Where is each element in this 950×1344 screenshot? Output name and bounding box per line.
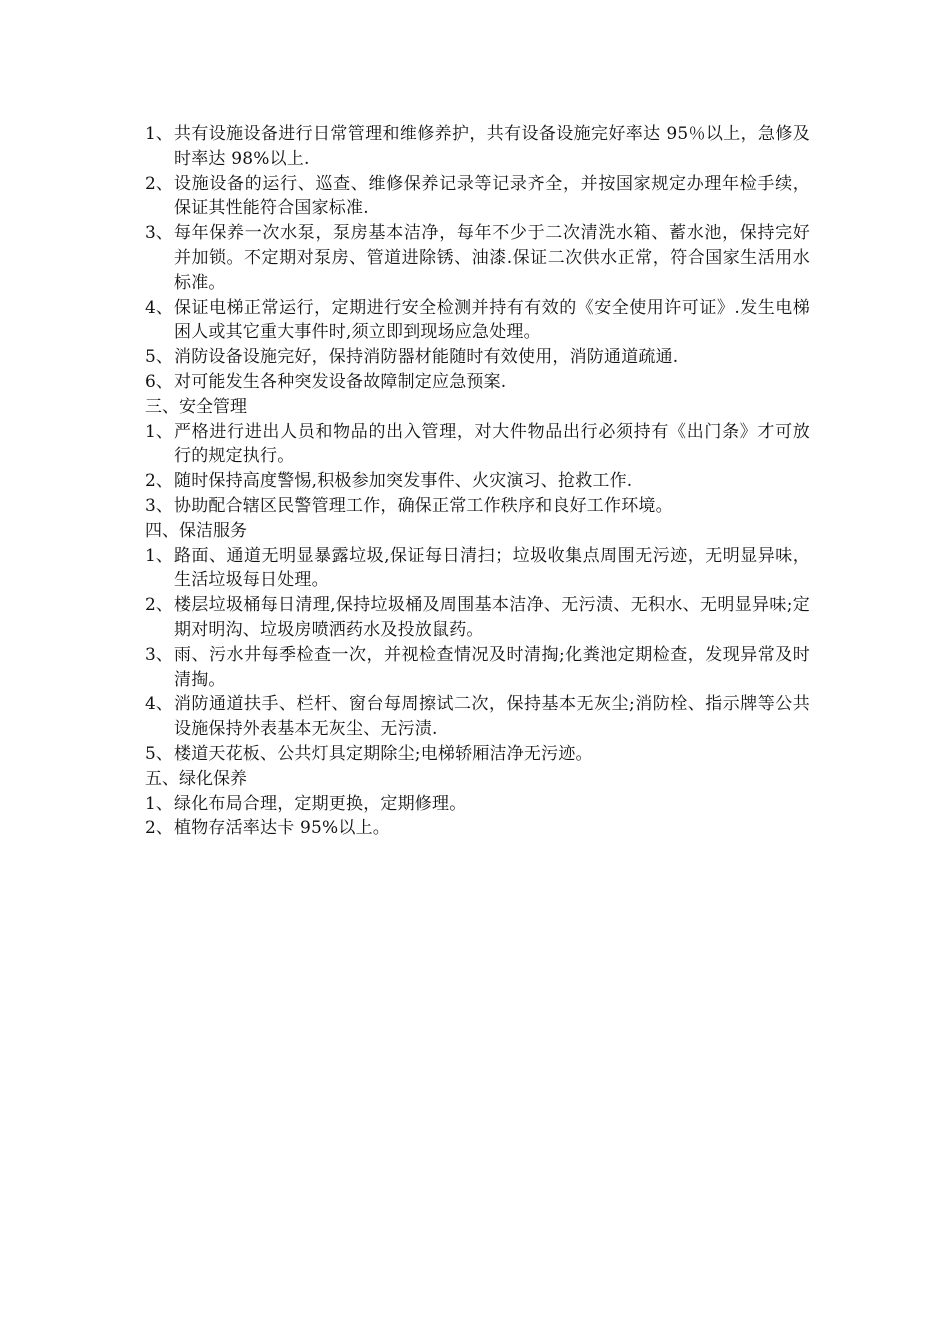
list-item xyxy=(145,593,810,643)
section-heading: 五、绿化保养 xyxy=(145,768,247,789)
list-item xyxy=(145,420,810,470)
section-facilities xyxy=(145,122,810,395)
item-number: 5、 xyxy=(145,347,173,368)
item-text: 共有设施设备进行日常管理和维修养护，共有设备设施完好率达 95％以上，急修及时率达 98%以上. xyxy=(174,124,810,169)
section-heading: 四、保洁服务 xyxy=(145,520,247,541)
item-number: 2、 xyxy=(145,471,173,492)
section-security xyxy=(145,395,810,519)
list-item xyxy=(145,544,810,594)
item-text: 消防设备设施完好，保持消防器材能随时有效使用，消防通道疏通. xyxy=(174,347,679,368)
list-item xyxy=(145,122,810,172)
list-item xyxy=(145,816,810,841)
item-text: 消防通道扶手、栏杆、窗台每周擦试二次，保持基本无灰尘;消防栓、指示牌等公共设施保持外表基本无灰尘、无污渍. xyxy=(174,694,810,740)
list-item xyxy=(145,345,810,370)
item-number: 2、 xyxy=(145,173,173,194)
item-number: 2、 xyxy=(145,595,173,616)
list-item xyxy=(145,296,810,346)
item-text: 保证电梯正常运行，定期进行安全检测并持有有效的《安全使用许可证》.发生电梯困人或其它重大事件时,须立即到现场应急处理。 xyxy=(174,297,810,343)
section-cleaning xyxy=(145,519,810,767)
item-number: 3、 xyxy=(145,495,173,516)
item-text: 对可能发生各种突发设备故障制定应急预案. xyxy=(174,371,507,392)
item-text: 设施设备的运行、巡查、维修保养记录等记录齐全，并按国家规定办理年检手续，保证其性能符合国家标准. xyxy=(174,173,810,219)
section-greening xyxy=(145,767,810,841)
item-number: 4、 xyxy=(145,297,173,318)
list-item xyxy=(145,792,810,817)
item-number: 5、 xyxy=(145,743,173,764)
item-text: 植物存活率达卡 95%以上。 xyxy=(174,818,390,839)
list-item xyxy=(145,221,810,295)
document-page xyxy=(145,122,810,841)
item-text: 随时保持高度警惕,积极参加突发事件、火灾演习、抢救工作. xyxy=(174,471,633,492)
list-item xyxy=(145,742,810,767)
item-text: 协助配合辖区民警管理工作，确保正常工作秩序和良好工作环境。 xyxy=(174,495,673,516)
item-text: 楼层垃圾桶每日清理,保持垃圾桶及周围基本洁净、无污渍、无积水、无明显异味;定期对明沟、垃圾房喷洒药水及投放鼠药。 xyxy=(174,595,810,640)
item-text: 楼道天花板、公共灯具定期除尘;电梯轿厢洁净无污迹。 xyxy=(174,743,593,764)
list-item xyxy=(145,370,810,395)
section-heading: 三、安全管理 xyxy=(145,396,247,417)
item-number: 2、 xyxy=(145,818,173,839)
item-text: 雨、污水井每季检查一次，并视检查情况及时清掏;化粪池定期检查，发现异常及时清掏。 xyxy=(174,644,810,690)
item-number: 1、 xyxy=(145,421,173,442)
item-number: 4、 xyxy=(145,694,173,715)
item-text: 路面、通道无明显暴露垃圾,保证每日清扫；垃圾收集点周围无污迹，无明显异味，生活垃圾每日处理。 xyxy=(174,545,810,591)
item-number: 1、 xyxy=(145,545,173,566)
list-item xyxy=(145,643,810,693)
item-number: 1、 xyxy=(145,793,173,814)
item-text: 严格进行进出人员和物品的出入管理，对大件物品出行必须持有《出门条》才可放行的规定执行。 xyxy=(174,421,810,467)
item-number: 3、 xyxy=(145,223,173,244)
list-item xyxy=(145,469,810,494)
item-number: 1、 xyxy=(145,124,173,144)
item-number: 6、 xyxy=(145,371,173,392)
item-number: 3、 xyxy=(145,644,173,665)
list-item xyxy=(145,494,810,519)
item-text: 每年保养一次水泵，泵房基本洁净，每年不少于二次清洗水箱、蓄水池，保持完好并加锁。不定期对泵房、管道进除锈、油漆.保证二次供水正常，符合国家生活用水标准。 xyxy=(174,223,810,293)
list-item xyxy=(145,692,810,742)
list-item xyxy=(145,172,810,222)
item-text: 绿化布局合理，定期更换，定期修理。 xyxy=(174,793,467,814)
